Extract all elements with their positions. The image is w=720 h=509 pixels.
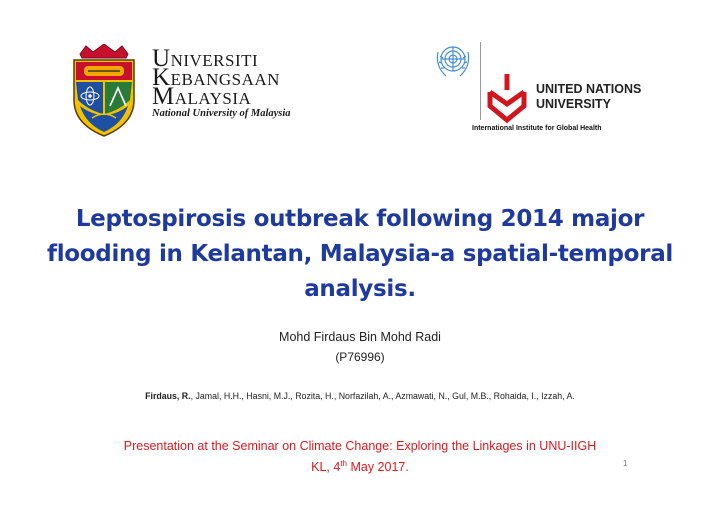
ukm-subtitle: National University of Malaysia: [152, 108, 291, 119]
slide-title-line1: Leptospirosis outbreak following 2014 major: [75, 206, 645, 232]
student-id: (P76996): [335, 350, 385, 364]
unu-mark-icon: [484, 70, 530, 128]
page-number: 1: [623, 459, 628, 468]
ukm-name-line1: [152, 45, 291, 72]
co-authors: , Jamal, H.H., Hasni, M.J., Rozita, H., Norfazilah, A., Azmawati, N., Gul, M.B., Rohaida, I., Izzah, A.: [190, 391, 575, 401]
ukm-initial-m: M: [152, 83, 175, 110]
presentation-date-post: May 2017.: [347, 460, 409, 475]
presentation-date-sup: th: [340, 459, 347, 468]
ukm-crest-icon: [66, 44, 142, 138]
presenter-name: Mohd Firdaus Bin Mohd Radi: [279, 330, 441, 344]
unu-institute: International Institute for Global Health: [472, 125, 602, 132]
ukm-name: [152, 45, 291, 119]
ukm-logo: [66, 44, 326, 144]
presentation-date-pre: KL, 4: [311, 460, 341, 475]
slide-title-line3: analysis.: [304, 276, 416, 302]
lead-author: Firdaus, R.: [145, 391, 191, 401]
unu-name: [536, 82, 641, 112]
un-emblem-icon: [432, 40, 474, 82]
ukm-name-line3: [152, 83, 291, 110]
ukm-rest-3: ALAYSIA: [174, 89, 252, 108]
presentation-line1: Presentation at the Seminar on Climate Change: Exploring the Linkages in UNU-IIGH: [123, 439, 597, 453]
presentation-line2: [40, 455, 680, 476]
ukm-initial-u: U: [152, 45, 171, 72]
unu-divider: [480, 42, 481, 120]
ukm-rest-1: NIVERSITI: [170, 51, 259, 70]
slide-title-line2: flooding in Kelantan, Malaysia-a spatial-temporal: [46, 241, 674, 267]
ukm-rest-2: EBANGSAAN: [170, 70, 280, 89]
ukm-initial-k: K: [152, 64, 171, 91]
author-list: [0, 391, 720, 401]
unu-name-line1: UNITED NATIONS: [536, 82, 642, 96]
slide-title: [40, 202, 680, 307]
presentation-note: [40, 437, 680, 476]
unu-name-line2: UNIVERSITY: [536, 97, 612, 111]
